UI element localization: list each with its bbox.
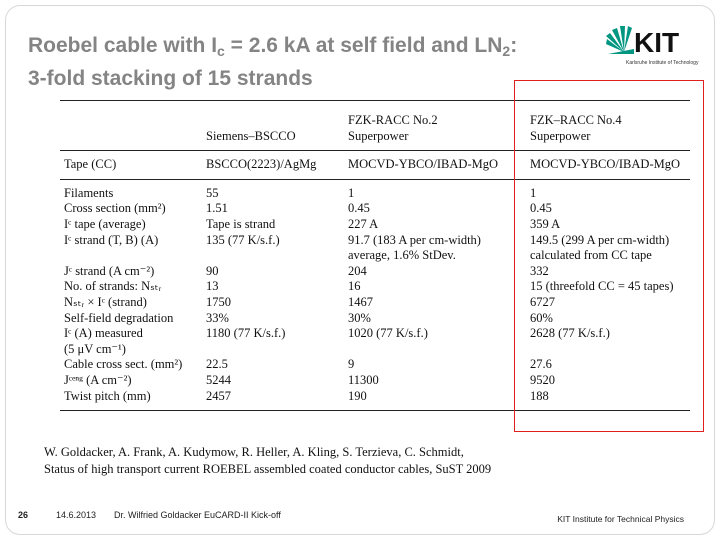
table-cell: 6727 [530,294,555,309]
table-cell: Iᶜ (A) measured [64,326,143,341]
table-cell: 1750 [206,294,231,309]
table-cell: Cable cross sect. (mm²) [64,357,183,372]
table-cell: Filaments [64,185,114,200]
table-cell: 1 [348,185,355,200]
table-cell: Twist pitch (mm) [64,388,151,403]
citation [44,444,491,478]
table-cell: 2628 (77 K/s.f.) [530,326,610,341]
table-cell: No. of strands: Nₛₜᵣ [64,279,162,294]
header-cell: FZK–RACC No.4 [530,113,622,127]
table-cell: 1180 (77 K/s.f.) [206,326,286,341]
table-cell: Iᶜ tape (average) [64,216,146,231]
table-cell: Nₛₜᵣ × Iᶜ (strand) [64,294,147,309]
table-cell: 227 A [348,216,379,231]
table-cell: calculated from CC tape [530,248,652,263]
header-cell: Superpower [530,128,591,143]
table-cell: 0.45 [348,201,370,216]
footer [6,504,714,534]
table-cell: Iᶜ strand (T, B) (A) [64,232,159,247]
title-text: = 2.6 kA at self field and LN [224,34,503,57]
citation-authors: W. Goldacker, A. Frank, A. Kudymow, R. Heller, A. Kling, S. Terzieva, C. Schmidt, [44,445,464,459]
header-cell [60,101,202,129]
table-cell: 55 [206,185,219,200]
header-cell: Superpower [348,128,409,143]
title-text: Roebel cable with I [28,34,218,57]
table-cell: Jᶜ strand (A cm⁻²) [64,263,155,278]
table-cell: 204 [348,263,367,278]
kit-logo-emblem [606,26,634,54]
table-cell: (5 μV cm⁻¹) [64,341,126,356]
table-cell: 33% [206,310,229,325]
title-line-2: 3-fold stacking of 15 strands [28,67,313,90]
table-cell: 5244 [206,372,231,387]
table-cell: Jᶜᵉⁿᵍ (A cm⁻²) [64,372,132,387]
table-cell: 11300 [348,372,379,387]
table-cell [344,342,526,358]
footer-date: 14.6.2013 [56,510,97,520]
citation-title: Status of high transport current ROEBEL assembled coated conductor cables, SuST 2009 [44,462,492,476]
title-subscript: 2 [502,43,511,59]
table-cell: 60% [530,310,553,325]
table-cell: 2457 [206,388,231,403]
table-cell: 135 (77 K/s.f.) [206,232,280,247]
title-subscript: c [217,43,225,59]
header-cell: FZK-RACC No.2 [348,113,438,127]
table-cell: 190 [348,388,367,403]
table-cell: Self-field degradation [64,310,174,325]
header-cell [202,101,344,129]
table-cell: 13 [206,279,219,294]
table-cell: 22.5 [206,357,228,372]
table-cell: 15 (threefold CC = 45 tapes) [530,279,674,294]
table-cell: 91.7 (183 A per cm-width) [348,232,481,247]
table-cell: 9520 [530,372,555,387]
table-cell: 332 [530,263,549,278]
table-cell: MOCVD-YBCO/IBAD-MgO [348,157,499,172]
table-cell: Cross section (mm²) [64,201,166,216]
footer-institute: KIT Institute for Technical Physics [557,514,684,524]
header-cell: Siemens–BSCCO [206,128,296,143]
table-cell: 149.5 (299 A per cm-width) [530,232,670,247]
table-cell: 16 [348,279,361,294]
table-cell [202,248,344,264]
table-cell: 1467 [348,294,373,309]
table-cell: 0.45 [530,201,552,216]
table-cell [60,248,202,264]
table-cell: MOCVD-YBCO/IBAD-MgO [530,157,681,172]
table-cell: 1.51 [206,201,228,216]
kit-logo-tagline: Karlsruhe Institute of Technology [626,60,699,66]
table-cell: 30% [348,310,371,325]
table-cell: average, 1.6% StDev. [348,248,456,263]
table-cell: Tape (CC) [64,157,117,172]
footer-author: Dr. Wilfried Goldacker EuCARD-II Kick-off [114,510,281,520]
table-cell [202,342,344,358]
table-cell: Tape is strand [206,216,276,231]
table-cell: 359 A [530,216,561,231]
table-cell: 1020 (77 K/s.f.) [348,326,428,341]
page-number: 26 [18,510,29,520]
table-cell: BSCCO(2223)/AgMg [206,157,317,172]
kit-logo-text: KIT [634,27,680,58]
highlight-box [514,80,704,432]
table-cell: 27.6 [530,357,552,372]
header-cell [60,129,202,151]
table-cell: 90 [206,263,219,278]
title-text: : [510,34,518,57]
table-cell: 1 [530,185,537,200]
table-cell: 9 [348,357,355,372]
slide-title [28,32,517,92]
title-line-1 [28,32,517,65]
table-cell: 188 [530,388,549,403]
